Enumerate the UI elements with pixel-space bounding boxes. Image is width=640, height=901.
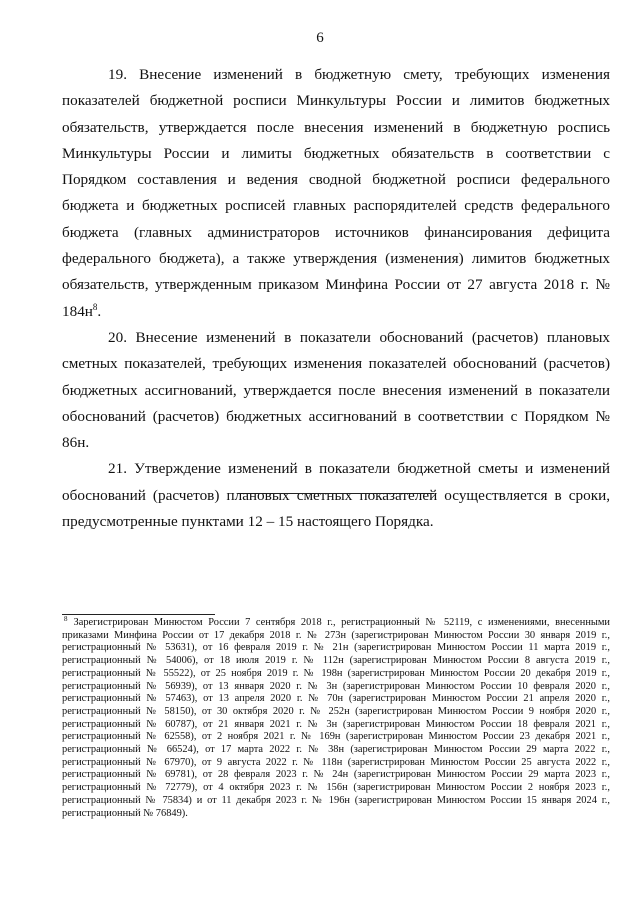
- paragraph-19-text: 19. Внесение изменений в бюджетную смету, требующих изменения показателей бюджетной росписи Минкультуры России и лимитов бюджетных обязательств, утверждается после внесения изменений в бюджетную роспись Минкультуры России и лимиты бюджетных обязательств в соответствии с Порядком составления и ведения сводной бюджетной росписи федерального бюджета и бюджетных росписей главных распорядителей средств федерального бюджета (главных администраторов источников финансирования дефицита федерального бюджета), а также утверждения (изменения) лимитов бюджетных обязательств, утвержденным приказом Минфина России от 27 августа 2018 г. № 184н: [62, 66, 610, 320]
- footnote-reference-8: 8: [92, 301, 98, 312]
- paragraph-19-tail: .: [97, 302, 102, 320]
- page-number: 6: [316, 30, 324, 46]
- footnote-separator: [62, 614, 215, 615]
- section-end-divider: [238, 493, 434, 494]
- paragraph-19: [62, 62, 610, 325]
- document-body: [62, 62, 610, 535]
- paragraph-20: 20. Внесение изменений в показатели обоснований (расчетов) плановых сметных показателей, требующих изменения показателей обоснований (расчетов) бюджетных ассигнований, утверждается после внесения изменений в показатели обоснований (расчетов) бюджетных ассигнований в соответствии с Порядком № 86н.: [62, 328, 610, 452]
- paragraph-21: 21. Утверждение изменений в показатели бюджетной сметы и изменений обоснований (расчетов) плановых сметных показателей осуществляется в сроки, предусмотренные пунктами 12 – 15 настоящего Порядка.: [62, 460, 610, 531]
- footnote-8: [62, 614, 610, 820]
- footnote-mark: 8: [64, 614, 68, 623]
- footnote-text: Зарегистрирован Минюстом России 7 сентября 2018 г., регистрационный № 52119, с изменениями, внесенными приказами Минфина России от 17 декабря 2018 г. № 273н (зарегистрирован Минюстом России 30 января 2019 г., регистрационный № 53631), от 16 февраля 2019 г. № 21н (зарегистрирован Минюстом России 11 марта 2019 г., регистрационный № 54006), от 18 июля 2019 г. № 112н (зарегистрирован Минюстом России 8 августа 2019 г., регистрационный № 55522), от 25 ноября 2019 г. № 198н (зарегистрирован Минюстом России 20 декабря 2019 г., регистрационный № 56939), от 13 января 2020 г. № 3н (зарегистрирован Минюстом России 10 февраля 2020 г., регистрационный № 57463), от 13 апреля 2020 г. № 70н (зарегистрирован Минюстом России 21 апреля 2020 г., регистрационный № 58150), от 30 октября 2020 г. № 252н (зарегистрирован Минюстом России 9 ноября 2020 г., регистрационный № 60787), от 21 января 2021 г. № 3н (зарегистрирован Минюстом России 18 февраля 2021 г., регистрационный № 62558), от 2 ноября 2021 г. № 169н (зарегистрирован Минюстом России 23 декабря 2021 г., регистрационный № 66524), от 17 марта 2022 г. № 38н (зарегистрирован Минюстом России 29 марта 2022 г., регистрационный № 67970), от 9 августа 2022 г. № 118н (зарегистрирован Минюстом России 25 августа 2022 г., регистрационный № 69781), от 28 февраля 2023 г. № 24н (зарегистрирован Минюстом России 29 марта 2023 г., регистрационный № 72779), от 4 октября 2023 г. № 156н (зарегистрирован Минюстом России 2 ноября 2023 г., регистрационный № 75834) и от 11 декабря 2023 г. № 196н (зарегистрирован Минюстом России 15 января 2024 г., регистрационный № 76849).: [62, 617, 610, 819]
